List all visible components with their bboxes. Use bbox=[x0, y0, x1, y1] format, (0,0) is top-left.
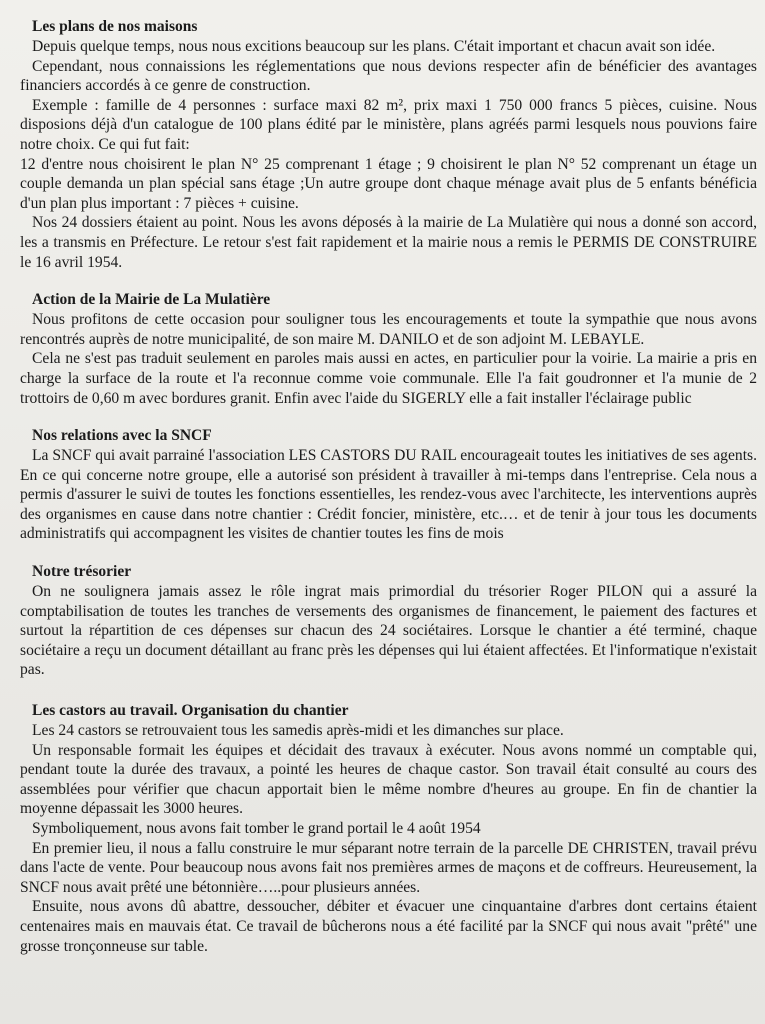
paragraph: Les 24 castors se retrouvaient tous les samedis après-midi et les dimanches sur place. bbox=[32, 722, 564, 740]
paragraph: Nous profitons de cette occasion pour souligner tous les encouragements et toute la sympathie que nous avons rencontrés auprès de notre municipalité, de son maire M. DANILO et de son adjoint M. LEBAYLE. bbox=[20, 311, 757, 348]
section-sncf bbox=[20, 426, 757, 544]
section-mairie bbox=[20, 290, 757, 408]
section-heading: Action de la Mairie de La Mulatière bbox=[32, 291, 271, 309]
paragraph: Ensuite, nous avons dû abattre, dessoucher, débiter et évacuer une cinquantaine d'arbres dont certains étaient centenaires mais en mauvais état. Ce travail de bûcherons nous a été facilité par la SNCF qui nous avait "prêté" une grosse tronçonneuse sur table. bbox=[20, 898, 757, 955]
section-chantier bbox=[20, 701, 757, 956]
paragraph: Cela ne s'est pas traduit seulement en paroles mais aussi en actes, en particulier pour la voirie. La mairie a pris en charge la surface de la route et l'a reconnue comme voie communale. Elle l'a fait goudronner et l'a munie de 2 trottoirs de 0,60 m avec bordures granit. Enfin avec l'aide du SIGERLY elle a fait installer l'éclairage public bbox=[20, 350, 757, 407]
paragraph: Cependant, nous connaissions les réglementations que nous devions respecter afin de bénéficier des avantages financiers accordés à ce genre de construction. bbox=[20, 57, 757, 95]
paragraph: 12 d'entre nous choisirent le plan N° 25 comprenant 1 étage ; 9 choisirent le plan N° 52 comprenant un étage un couple demanda un plan spécial sans étage ;Un autre groupe dont chaque ménage avait plus de 5 enfants bénéficia d'un plan plus important : 7 pièces + cuisine. bbox=[20, 155, 757, 212]
paragraph: Depuis quelque temps, nous nous excitions beaucoup sur les plans. C'était important et chacun avait son idée. bbox=[32, 38, 716, 55]
section-tresorier bbox=[20, 562, 757, 680]
section-plans bbox=[20, 17, 757, 272]
paragraph: Nos 24 dossiers étaient au point. Nous les avons déposés à la mairie de La Mulatière qui nous a donné son accord, les a transmis en Préfecture. Le retour s'est fait rapidement et la mairie nous a remis le PERMIS DE CONSTRUIRE le 16 avril 1954. bbox=[20, 214, 757, 271]
paragraph: Exemple : famille de 4 personnes : surface maxi 82 m², prix maxi 1 750 000 francs 5 pièces, cuisine. Nous disposions déjà d'un catalogue de 100 plans édité par le ministère, plans agréés parmi lesquels nous pouvions faire notre choix. Ce qui fut fait: bbox=[20, 96, 757, 153]
paragraph: On ne soulignera jamais assez le rôle ingrat mais primordial du trésorier Roger PILON qui a assuré la comptabilisation de toutes les tranches de versements des organismes de financement, le paiement des factures et surtout la répartition de ces dépenses sur chacun des 24 sociétaires. Lorsque le chantier a été terminé, chaque sociétaire a reçu un document détaillant au franc près les dépenses qui lui étaient affectées. Et l'informatique n'existait pas. bbox=[20, 583, 757, 679]
section-heading: Les plans de nos maisons bbox=[32, 18, 198, 35]
paragraph: Symboliquement, nous avons fait tomber le grand portail le 4 août 1954 bbox=[32, 820, 481, 837]
paragraph: La SNCF qui avait parrainé l'association LES CASTORS DU RAIL encourageait toutes les initiatives de ses agents. En ce qui concerne notre groupe, elle a autorisé son président à travailler à mi-temps dans l'entreprise. Cela nous a permis d'assurer le suivi de toutes les fonctions essentielles, les rendez-vous avec l'architecte, les interventions auprès des organismes en cause dans notre chantier : Crédit foncier, ministère, etc.… et de tenir à jour tous les documents administratifs qui accompagnent les visites de chantier toutes les fins de mois bbox=[20, 447, 757, 543]
section-heading: Notre trésorier bbox=[32, 563, 132, 581]
paragraph: Un responsable formait les équipes et décidait des travaux à exécuter. Nous avons nommé un comptable qui, pendant toute la durée des travaux, a pointé les heures de chaque castor. Son travail était consulté au cours des assemblées pour vérifier que chacun apportait bien le même nombre d'heures au groupe. En fin de chantier la moyenne dépassait les 3000 heures. bbox=[20, 741, 757, 818]
section-heading: Nos relations avec la SNCF bbox=[32, 427, 212, 445]
section-heading: Les castors au travail. Organisation du chantier bbox=[32, 702, 349, 720]
paragraph: En premier lieu, il nous a fallu construire le mur séparant notre terrain de la parcelle DE CHRISTEN, travail prévu dans l'acte de vente. Pour beaucoup nous avons fait nos premières armes de maçons et de coffreurs. Heureusement, la SNCF nous avait prêté une bétonnière…..pour plusieurs années. bbox=[20, 839, 757, 896]
